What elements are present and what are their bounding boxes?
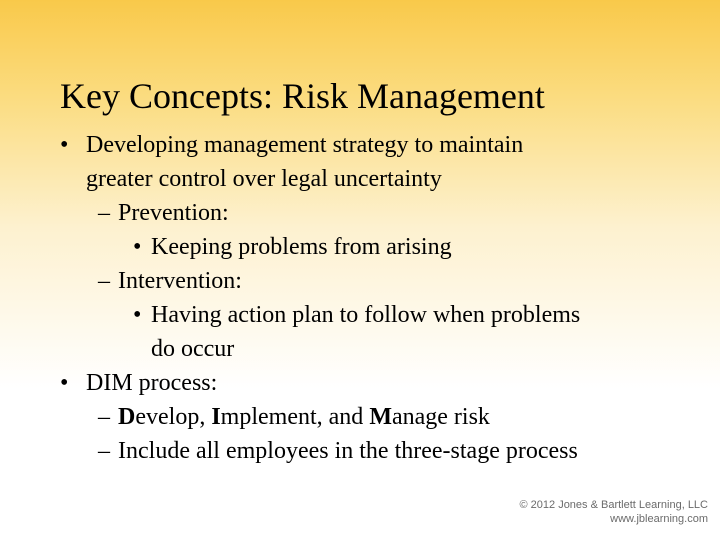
bullet-icon: • [133,234,142,260]
sub-sub-item-keeping-problems [0,230,720,264]
copyright-text: © 2012 Jones & Bartlett Learning, LLC [519,499,708,511]
sub-sub-item-text-line: Having action plan to follow when problems [151,302,581,328]
sub-item-intervention [0,264,720,298]
slide-body [0,128,720,468]
emphasis-letter-d: D [118,404,136,430]
text-fragment: mplement, and [220,404,370,430]
dash-icon: – [98,438,110,464]
copyright-notice [520,498,709,526]
sub-item-prevention [0,196,720,230]
bullet-item-strategy [0,128,720,196]
emphasis-letter-m: M [369,404,392,430]
bullet-icon: • [60,370,69,396]
website-text: www.jblearning.com [610,513,708,525]
bullet-icon: • [60,132,69,158]
emphasis-letter-i: I [211,404,221,430]
bullet-icon: • [133,302,142,328]
bullet-item-dim-process [0,366,720,400]
dash-icon: – [98,268,110,294]
sub-sub-item-text-line: do occur [151,336,235,362]
sub-item-text: Include all employees in the three-stage process [118,438,578,464]
sub-item-text: Intervention: [118,268,242,294]
sub-sub-item-text: Keeping problems from arising [151,234,452,260]
bullet-text: DIM process: [86,370,218,396]
text-fragment: evelop, [135,404,212,430]
bullet-text-line: Developing management strategy to maintain [86,132,524,158]
dash-icon: – [98,200,110,226]
sub-item-include-employees [0,434,720,468]
sub-item-develop-implement-manage [0,400,720,434]
bullet-text-line: greater control over legal uncertainty [86,166,442,192]
sub-sub-item-action-plan [0,298,720,366]
sub-item-text: Prevention: [118,200,229,226]
text-fragment: anage risk [391,404,490,430]
dash-icon: – [98,404,110,430]
slide-title: Key Concepts: Risk Management [60,76,545,116]
